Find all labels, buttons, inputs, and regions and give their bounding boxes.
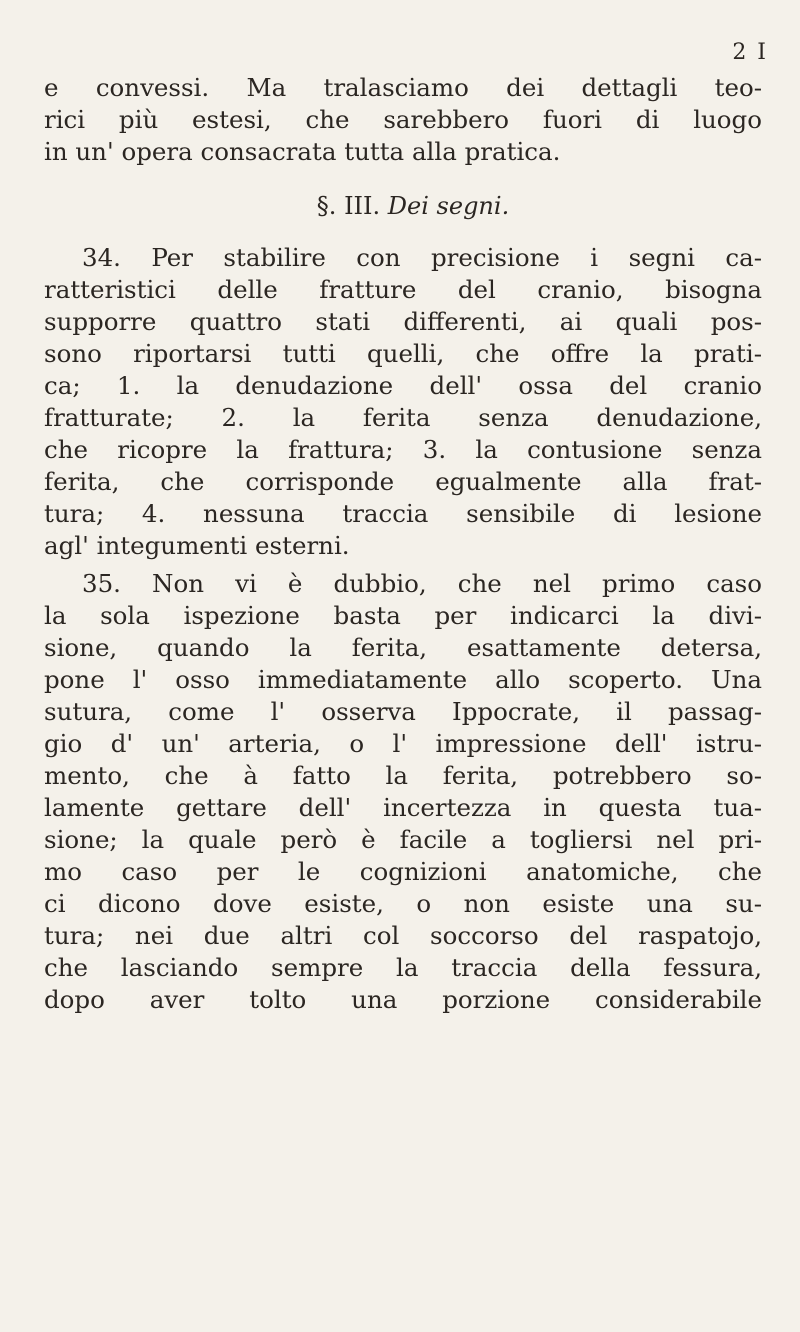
section-numeral: III.	[344, 192, 381, 220]
section-heading	[44, 190, 762, 222]
text-line: fratturate; 2. la ferita senza denudazione,	[44, 403, 762, 432]
text-line: che ricopre la frattura; 3. la contusione senza	[44, 435, 762, 464]
text-line: ci dicono dove esiste, o non esiste una su-	[44, 889, 762, 918]
body-text	[44, 72, 762, 1016]
text-line: mo caso per le cognizioni anatomiche, che	[44, 857, 762, 886]
text-line: rici più estesi, che sarebbero fuori di luogo	[44, 105, 762, 134]
paragraph-intro	[44, 72, 762, 168]
text-line: e convessi. Ma tralasciamo dei dettagli teo-	[44, 73, 762, 102]
paragraph-35	[44, 568, 762, 1016]
text-line: sione; la quale però è facile a togliersi nel pri-	[44, 825, 762, 854]
section-symbol: §.	[316, 192, 337, 220]
text-line: mento, che à fatto la ferita, potrebbero so-	[44, 761, 762, 790]
text-line: ratteristici delle fratture del cranio, bisogna	[44, 275, 762, 304]
text-line: ca; 1. la denudazione dell' ossa del cranio	[44, 371, 762, 400]
text-line: sono riportarsi tutti quelli, che offre la prati-	[44, 339, 762, 368]
text-line: supporre quattro stati differenti, ai quali pos-	[44, 307, 762, 336]
text-line: tura; nei due altri col soccorso del raspatojo,	[44, 921, 762, 950]
text-line: dopo aver tolto una porzione considerabile	[44, 985, 762, 1014]
text-line: ferita, che corrisponde egualmente alla frat-	[44, 467, 762, 496]
text-line: sione, quando la ferita, esattamente detersa,	[44, 633, 762, 662]
text-line: tura; 4. nessuna traccia sensibile di lesione	[44, 499, 762, 528]
text-line: gio d' un' arteria, o l' impressione dell' istru-	[44, 729, 762, 758]
text-line: pone l' osso immediatamente allo scoperto. Una	[44, 665, 762, 694]
paragraph-34	[44, 242, 762, 562]
text-line: in un' opera consacrata tutta alla pratica.	[44, 137, 561, 166]
page-number: 2 I	[732, 40, 768, 65]
text-line: che lasciando sempre la traccia della fessura,	[44, 953, 762, 982]
text-line: sutura, come l' osserva Ippocrate, il passag-	[44, 697, 762, 726]
section-title: Dei segni.	[387, 192, 510, 220]
text-line: agl' integumenti esterni.	[44, 531, 350, 560]
text-line: 34. Per stabilire con precisione i segni ca-	[82, 243, 762, 272]
text-line: lamente gettare dell' incertezza in questa tua-	[44, 793, 762, 822]
text-line: la sola ispezione basta per indicarci la divi-	[44, 601, 762, 630]
text-line: 35. Non vi è dubbio, che nel primo caso	[82, 569, 762, 598]
